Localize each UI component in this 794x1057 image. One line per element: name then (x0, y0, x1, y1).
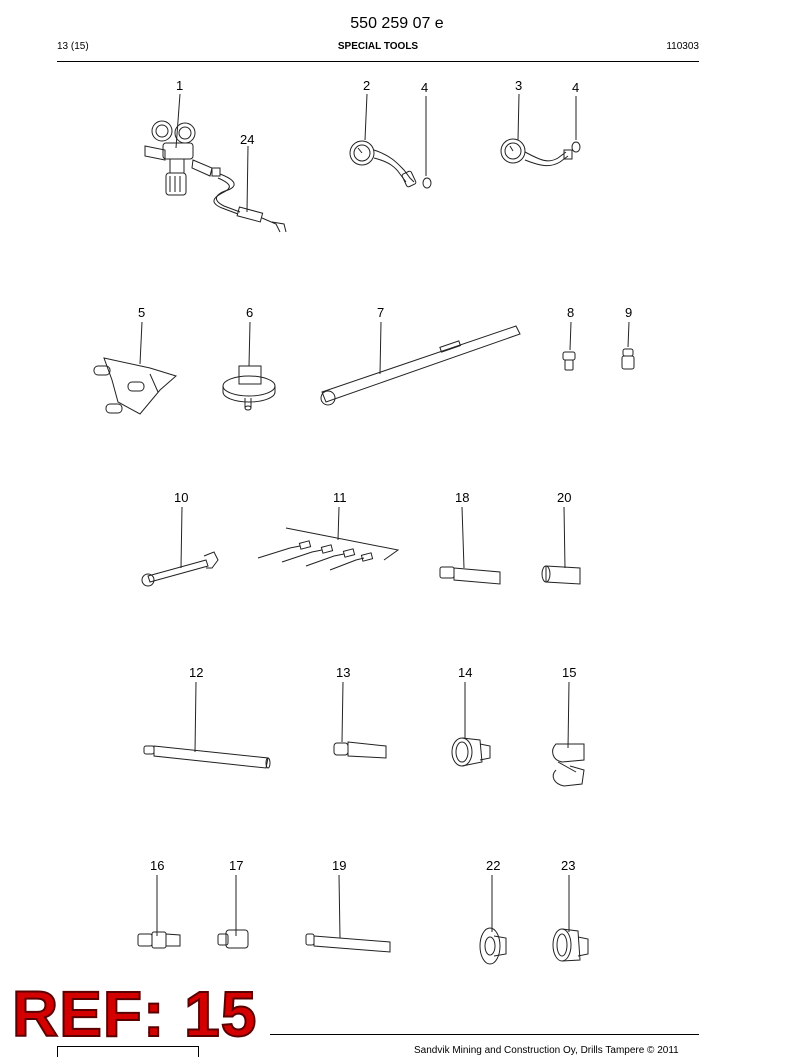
hose-drawing (214, 146, 286, 232)
callout-1: 1 (176, 78, 184, 93)
regulator-drawing (145, 94, 220, 195)
oring-b-drawing (572, 96, 580, 152)
lever-bar-drawing (321, 322, 520, 405)
wrench-drawing (142, 507, 218, 586)
short-drift-drawing (218, 875, 248, 948)
callout-13: 13 (336, 665, 351, 680)
callout-3: 3 (515, 78, 523, 93)
bushing-driver-drawing (452, 682, 490, 766)
callout-19: 19 (332, 858, 347, 873)
callout-6: 6 (246, 305, 254, 320)
split-bushing-drawing (553, 682, 584, 786)
adapter-9-drawing (622, 322, 634, 369)
stepped-mandrel-drawing (334, 682, 386, 758)
gauge-3-drawing (501, 94, 572, 166)
footer-copyright: Sandvik Mining and Construction Oy, Drills Tampere © 2011 (414, 1045, 679, 1056)
callout-7: 7 (377, 305, 385, 320)
plate-tool-drawing (94, 322, 176, 414)
callout-4b: 4 (572, 80, 580, 95)
callout-24: 24 (240, 132, 255, 147)
slim-drift-drawing (306, 875, 390, 952)
sleeve-mandrel-drawing (440, 507, 500, 584)
callout-14: 14 (458, 665, 473, 680)
callout-8: 8 (567, 305, 575, 320)
callout-20: 20 (557, 490, 572, 505)
callout-2: 2 (363, 78, 371, 93)
oring-a-drawing (423, 96, 431, 188)
disc-driver-drawing (480, 875, 506, 964)
document-number: 550 259 07 e (350, 15, 444, 32)
callout-15: 15 (562, 665, 577, 680)
callout-22: 22 (486, 858, 501, 873)
tube-sleeve-drawing (542, 507, 580, 584)
page-count: 13 (15) (57, 41, 89, 52)
section-title: SPECIAL TOOLS (337, 41, 419, 52)
ref-stamp: REF: 15 (12, 978, 258, 1050)
callout-23: 23 (561, 858, 576, 873)
callout-5: 5 (138, 305, 146, 320)
pick-tools-drawing (258, 507, 398, 570)
callout-4a: 4 (421, 80, 429, 95)
logo-strip (57, 1046, 199, 1057)
footer-rule (270, 1034, 699, 1035)
flange-puller-drawing (223, 322, 275, 410)
callout-12: 12 (189, 665, 204, 680)
callout-17: 17 (229, 858, 244, 873)
callout-11: 11 (333, 490, 347, 505)
callout-9: 9 (625, 305, 633, 320)
long-mandrel-drawing (144, 682, 270, 768)
seal-driver-drawing (553, 875, 588, 961)
callout-18: 18 (455, 490, 470, 505)
callout-10: 10 (174, 490, 189, 505)
gauge-2-drawing (350, 94, 416, 187)
stepped-drift-drawing (138, 875, 180, 948)
date-code: 110303 (666, 41, 699, 52)
adapter-8-drawing (563, 322, 575, 370)
callout-16: 16 (150, 858, 165, 873)
